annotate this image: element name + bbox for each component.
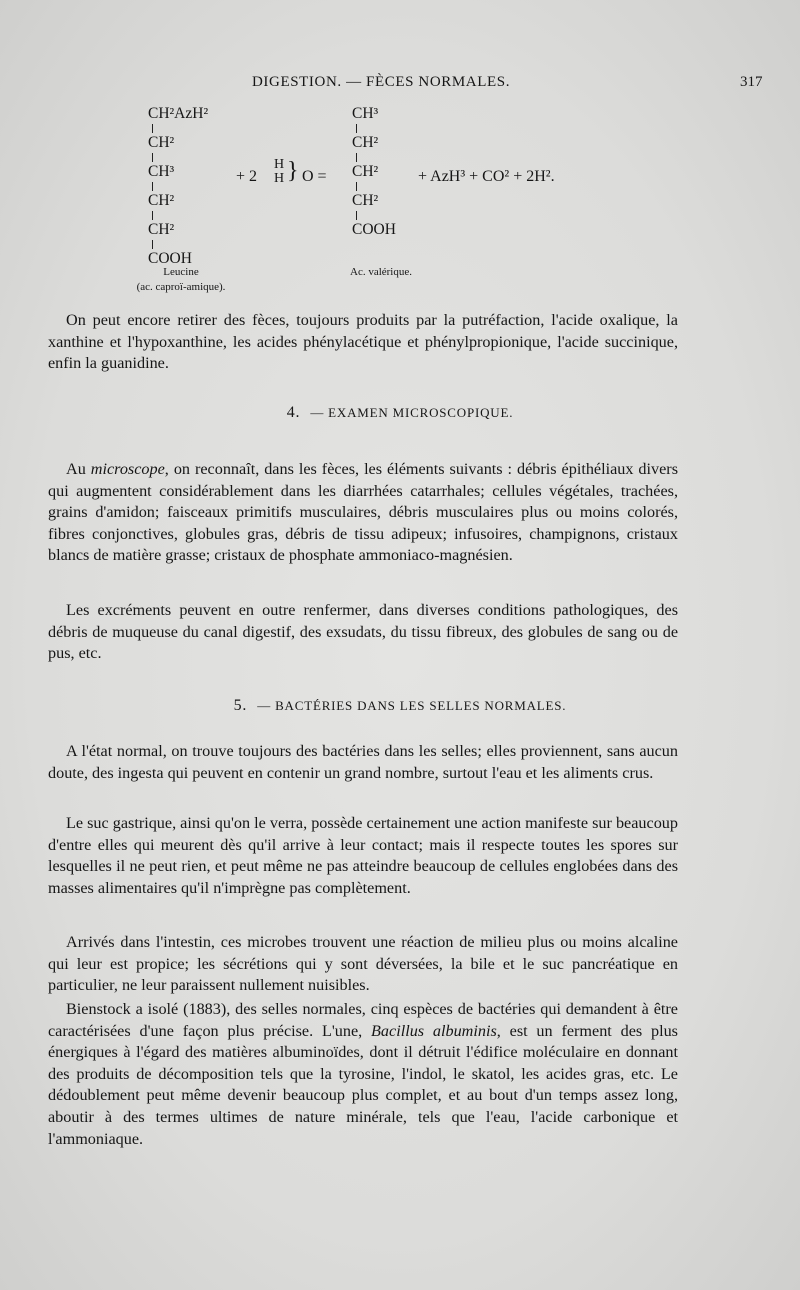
bond-line	[356, 211, 357, 220]
valeric-line: CH²	[352, 134, 379, 151]
bond-line	[152, 153, 153, 162]
paragraph-normal-state	[48, 741, 678, 784]
bond-line	[152, 211, 153, 220]
leucine-line: CH²AzH²	[148, 105, 209, 122]
valeric-name: Ac. valérique.	[350, 266, 412, 278]
paragraph-gastric-juice	[48, 813, 678, 899]
paragraph-text: On peut encore retirer des fèces, toujours produits par la putréfaction, l'acide oxalique, la xanthine et l'hypoxanthine, les acides phénylacétique et phénylpropionique, l'acide succinique, enfin la guanidine.	[48, 311, 678, 373]
valeric-structure	[352, 104, 396, 240]
paragraph-lead: Au	[66, 460, 91, 478]
paragraph-putrefaction	[48, 310, 678, 375]
paragraph-microscope	[48, 459, 678, 567]
section-number: 4.	[286, 404, 301, 421]
bond-line	[152, 124, 153, 133]
valeric-line: COOH	[352, 221, 396, 238]
section-heading-5	[0, 697, 800, 715]
italic-term: microscope	[90, 460, 165, 478]
brace-glyph: }	[287, 158, 299, 184]
reaction-products: + AzH³ + CO² + 2H².	[418, 168, 555, 185]
bond-line	[152, 182, 153, 191]
hydrogen-top: H	[274, 157, 285, 172]
leucine-line: CH²	[148, 221, 175, 238]
chemical-equation	[0, 104, 800, 304]
operator-two: + 2	[236, 168, 258, 185]
paragraph-text	[48, 459, 678, 567]
paragraph-text: Le suc gastrique, ainsi qu'on le verra, possède certainement une action manifeste sur beaucoup d'entre elles qui meurent dès qu'il arrive à leur contact; mais il respecte toutes les spores sur lesquelles il ne peut rien, et peut même ne pas atteindre beaucoup de cellules englobées dans des masses alimentaires qu'il n'imprègne pas complètement.	[48, 814, 678, 897]
paragraph-text	[48, 999, 678, 1150]
paragraph-text: A l'état normal, on trouve toujours des bactéries dans les selles; elles proviennent, sans aucun doute, des ingesta qui peuvent en contenir un grand nombre, surtout l'eau et les aliments crus.	[48, 742, 678, 782]
paragraph-rest: , on reconnaît, dans les fèces, les éléments suivants : débris épithéliaux divers qui augmentent considérablement dans les diarrhées catarrhales; cellules végétales, trachées, grains d'amidon; faisceaux primitifs musculaires, débris musculaires plus ou moins colorés, fibres conjonctives, globules gras, débris de tissu adipeux; infusoires, champignons, cristaux blancs de matière grasse; cristaux de phosphate ammoniaco-magnésien.	[48, 460, 678, 565]
valeric-line: CH²	[352, 163, 379, 180]
paragraph-rest: , est un ferment des plus énergiques à l'égard des matières albuminoïdes, dont il détruit l'édifice moléculaire en donnant des produits de décomposition tels que la tyrosine, l'indol, le skatol, les acides gras, etc. Le dédoublement peut même devenir beaucoup plus complet, et au bout d'un temps assez long, aboutir à des termes ultimes de nature minérale, tels que l'eau, l'acide carbonique et l'ammoniaque.	[48, 1021, 678, 1148]
hydrogen-bottom: H	[274, 171, 285, 186]
paragraph-text: Les excréments peuvent en outre renfermer, dans diverses conditions pathologiques, des débris de muqueuse du canal digestif, des exsudats, du tissu fibreux, des globules de sang ou de pus, etc.	[48, 601, 678, 663]
leucine-line: COOH	[148, 250, 192, 267]
leucine-line: CH³	[148, 163, 175, 180]
paragraph-bienstock	[48, 999, 678, 1150]
leucine-name: Leucine	[163, 266, 199, 278]
section-title: — EXAMEN MICROSCOPIQUE.	[310, 405, 514, 420]
italic-term: Bacillus albuminis	[371, 1021, 497, 1040]
leucine-structure	[148, 104, 208, 269]
paragraph-pathologic	[48, 600, 678, 665]
leucine-caption	[126, 264, 236, 294]
page-header	[0, 74, 800, 96]
bond-line	[356, 182, 357, 191]
valeric-caption	[326, 264, 436, 279]
section-title: — BACTÉRIES DANS LES SELLES NORMALES.	[257, 698, 567, 713]
bond-line	[356, 124, 357, 133]
paragraph-intestine	[48, 932, 678, 997]
section-heading-4	[0, 404, 800, 422]
bond-line	[152, 240, 153, 249]
page-number: 317	[740, 74, 763, 90]
leucine-line: CH²	[148, 134, 175, 151]
hydrogen-pair	[274, 158, 284, 186]
section-number: 5.	[233, 697, 248, 714]
paragraph-lead: Bienstock a isolé (1883), des selles normales, cinq espèces de bactéries qui demandent à être caractérisées d'une façon plus précise. L'une,	[48, 1000, 678, 1040]
leucine-line: CH²	[148, 192, 175, 209]
bond-line	[356, 153, 357, 162]
paragraph-text: Arrivés dans l'intestin, ces microbes trouvent une réaction de milieu plus ou moins alcaline qui leur est propice; les sécrétions qui y sont déversées, la bile et le suc pancréatique en particulier, ne leur paraissent nullement nuisibles.	[48, 933, 678, 995]
valeric-line: CH³	[352, 105, 379, 122]
valeric-line: CH²	[352, 192, 379, 209]
running-title: DIGESTION. — FÈCES NORMALES.	[252, 74, 511, 90]
leucine-subname: (ac. caproï-amique).	[136, 281, 226, 293]
oxygen-equals: O =	[302, 168, 327, 185]
